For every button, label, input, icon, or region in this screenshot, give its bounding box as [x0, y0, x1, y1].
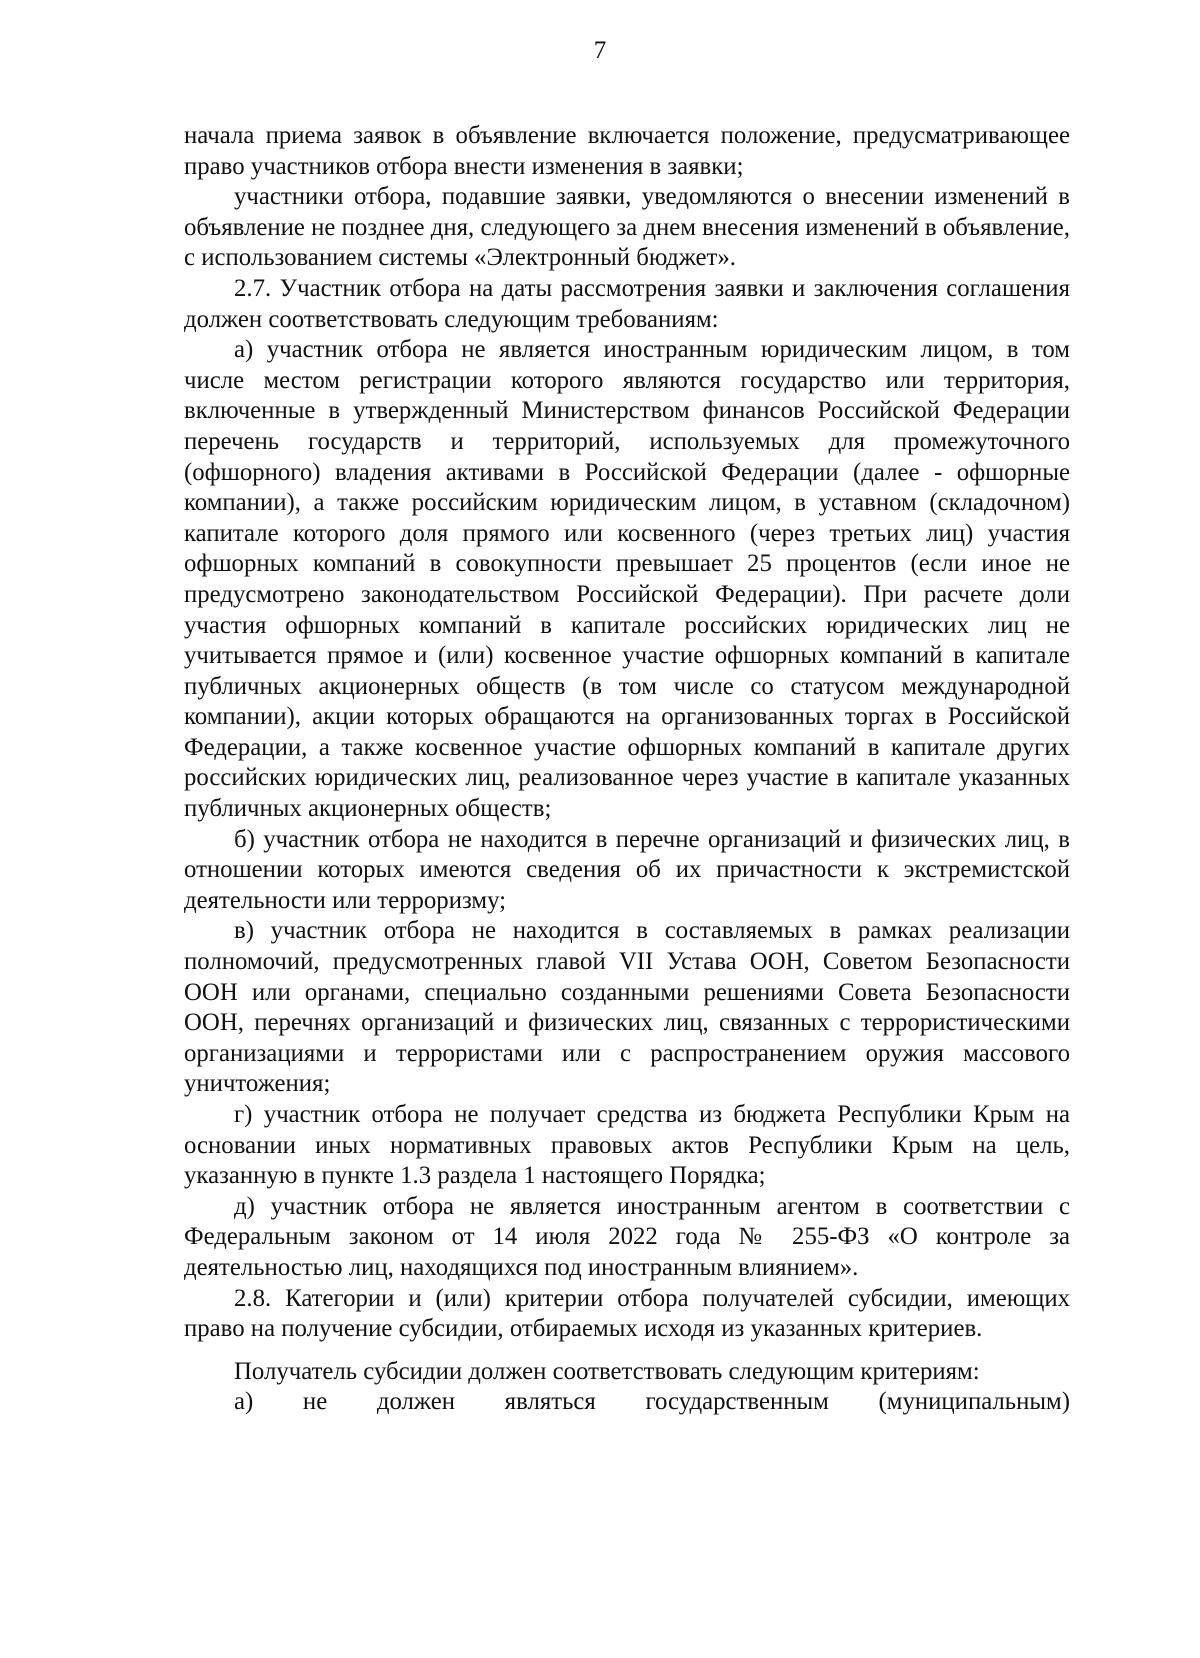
- paragraph-2-7: 2.7. Участник отбора на даты рассмотрения заявки и заключения соглашения должен соответствовать следующим требованиям:: [184, 274, 1070, 333]
- paragraph-criteria-intro: Получатель субсидии должен соответствовать следующим критериям:: [234, 1357, 980, 1385]
- paragraph-item-a-offshore: а) участник отбора не является иностранным юридическим лицом, в том числе местом регистрации которого являются государство или территория, включенные в утвержденный Министерством финансов Российской Федерации перечень государств и территорий, используемых для промежуточного (офшорного) владения активами в Российской Федерации (далее - офшорные компании), а также российским юридическим лицом, в уставном (складочном) капитале которого доля прямого или косвенного (через третьих лиц) участия офшорных компаний в совокупности превышает 25 процентов (если иное не предусмотрено законодательством Российской Федерации). При расчете доли участия офшорных компаний в капитале российских юридических лиц не учитывается прямое и (или) косвенное участие офшорных компаний в капитале публичных акционерных обществ (в том числе со статусом международной компании), акции которых обращаются на организованных торгах в Российской Федерации, а также косвенное участие офшорных компаний в капитале других российских юридических лиц, реализованное через участие в капитале указанных публичных акционерных обществ;: [184, 336, 1070, 823]
- page-number: 7: [593, 37, 607, 64]
- document-body: [184, 121, 1070, 1418]
- paragraph-criteria-item-a: а) не должен являться государственным (муниципальным): [234, 1388, 1070, 1416]
- paragraph-item-b-extremism: б) участник отбора не находится в перечне организаций и физических лиц, в отношении которых имеются сведения об их причастности к экстремистской деятельности или терроризму;: [184, 825, 1070, 914]
- paragraph-notification: участники отбора, подавшие заявки, уведомляются о внесении изменений в объявление не позднее дня, следующего за днем внесения изменений в объявление, с использованием системы «Электронный бюджет».: [184, 183, 1070, 272]
- paragraph-item-v-un-lists: в) участник отбора не находится в составляемых в рамках реализации полномочий, предусмотренных главой VII Устава ООН, Советом Безопасности ООН или органами, специально созданными решениями Совета Безопасности ООН, перечнях организаций и физических лиц, связанных с террористическими организациями и террористами или с распространением оружия массового уничтожения;: [184, 917, 1070, 1098]
- paragraph-2-8: 2.8. Категории и (или) критерии отбора получателей субсидии, имеющих право на получение субсидии, отбираемых исходя из указанных критериев.: [184, 1284, 1070, 1343]
- paragraph-continuation: начала приема заявок в объявление включается положение, предусматривающее право участников отбора внести изменения в заявки;: [184, 122, 1070, 180]
- paragraph-item-g-budget: г) участник отбора не получает средства из бюджета Республики Крым на основании иных нормативных правовых актов Республики Крым на цель, указанную в пункте 1.3 раздела 1 настоящего Порядка;: [184, 1101, 1070, 1190]
- paragraph-item-d-foreign-agent: д) участник отбора не является иностранным агентом в соответствии с Федеральным законом от 14 июля 2022 года № 255-ФЗ «О контроле за деятельностью лиц, находящихся под иностранным влиянием».: [184, 1192, 1070, 1281]
